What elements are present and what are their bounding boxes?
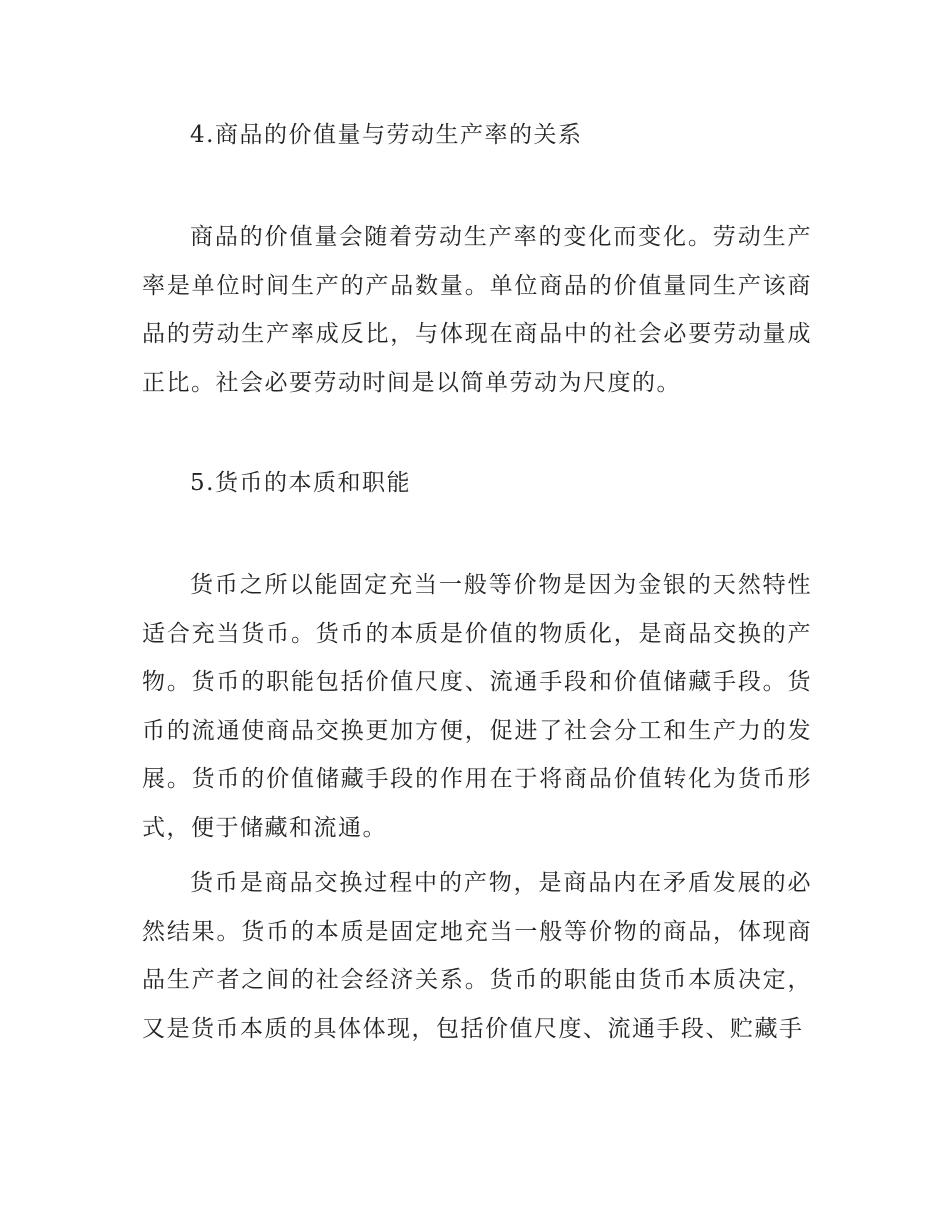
paragraph-money-essence: 货币是商品交换过程中的产物，是商品内在矛盾发展的必然结果。货币的本质是固定地充当一般等价物的商品，体现商品生产者之间的社会经济关系。货币的职能由货币本质决定，又是货币本质的具体体现，包括价值尺度、流通手段、贮藏手 [142, 870, 812, 1042]
section-heading-value-and-productivity: 4.商品的价值量与劳动生产率的关系 [190, 122, 583, 148]
paragraph-value-and-productivity: 商品的价值量会随着劳动生产率的变化而变化。劳动生产率是单位时间生产的产品数量。单位商品的价值量同生产该商品的劳动生产率成反比，与体现在商品中的社会必要劳动量成正比。社会必要劳动时间是以简单劳动为尺度的。 [142, 224, 812, 396]
paragraph-money-functions: 货币之所以能固定充当一般等价物是因为金银的天然特性适合充当货币。货币的本质是价值的物质化，是商品交换的产物。货币的职能包括价值尺度、流通手段和价值储藏手段。货币的流通使商品交换更加方便，促进了社会分工和生产力的发展。货币的价值储藏手段的作用在于将商品价值转化为货币形式，便于储藏和流通。 [142, 572, 812, 841]
section-heading-money-essence-functions: 5.货币的本质和职能 [190, 470, 411, 496]
